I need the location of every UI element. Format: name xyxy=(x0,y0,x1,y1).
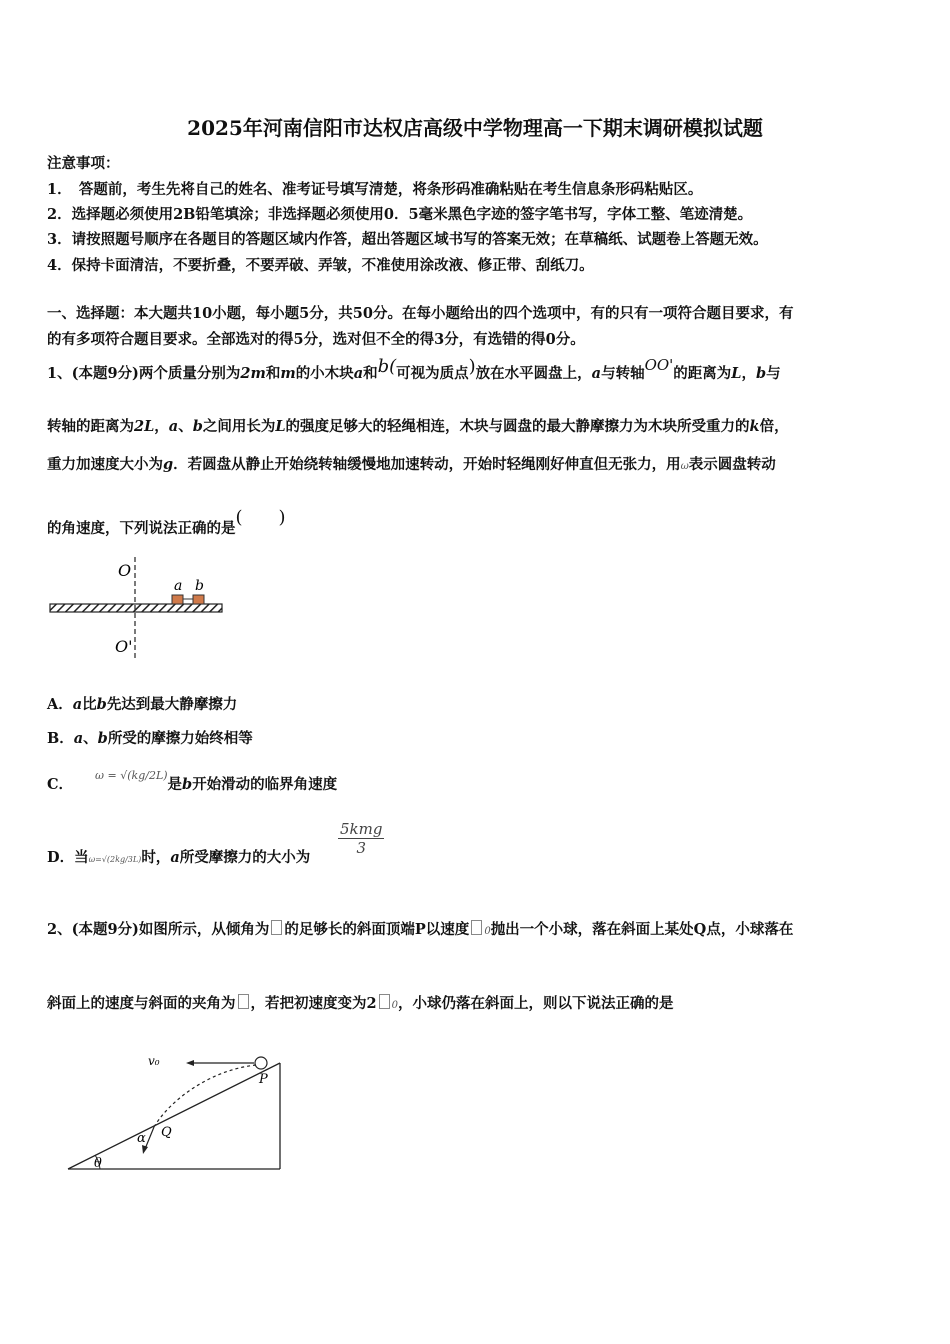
q2-figure xyxy=(60,1045,290,1175)
q1-text: 与 xyxy=(766,365,781,382)
notice-item-3: 3．请按照题号顺序在各题目的答题区域内作答，超出答题区域书写的答案无效；在草稿纸、试题卷上答题无效。 xyxy=(47,231,768,248)
fraction-numerator: 5kmg xyxy=(340,820,383,838)
q1-text: 重力加速度大小为 xyxy=(47,456,163,473)
option-var: a xyxy=(170,849,180,866)
missing-glyph-alpha xyxy=(238,994,249,1009)
notice-item-4: 4．保持卡面清洁，不要折叠，不要弄破、弄皱，不准使用涂改液、修正带、刮纸刀。 xyxy=(47,257,594,274)
q2-subscript: 0 xyxy=(391,1000,398,1011)
q2-line2 xyxy=(47,992,673,1013)
formula-c: ω = √(kg/2L) xyxy=(95,769,168,782)
q1-var: L xyxy=(731,365,742,382)
option-text: 时， xyxy=(141,849,171,866)
formula-d: ω=√(2kg/3L) xyxy=(88,855,142,864)
option-b xyxy=(47,727,253,748)
label-Q: Q xyxy=(161,1125,172,1140)
q1-text: 转轴的距离为 xyxy=(47,418,134,435)
option-text: 是 xyxy=(167,776,183,793)
q1-var: ω xyxy=(680,461,689,472)
q1-text: 和 xyxy=(265,365,281,382)
q1-text: ．若圆盘从静止开始绕转轴缓慢地加速转动，开始时轻绳刚好伸直但无张力，用 xyxy=(173,456,681,473)
q1-var: L xyxy=(275,418,286,435)
option-var: b xyxy=(182,776,193,793)
q1-var: m xyxy=(280,365,296,382)
impact-arrowhead xyxy=(142,1145,148,1154)
q1-text: 可视为质点 xyxy=(396,365,469,382)
q2-text: 抛出一个小球，落在斜面上某处Q点，小球落在 xyxy=(490,921,794,938)
option-text: 所受的摩擦力始终相等 xyxy=(107,730,253,747)
missing-glyph-theta xyxy=(271,920,282,935)
option-a xyxy=(47,693,237,714)
q1-text: 之间用长为 xyxy=(202,418,276,435)
option-var: a xyxy=(72,696,83,713)
q1-var: 2m xyxy=(240,365,266,382)
label-b: b xyxy=(195,578,204,594)
fraction-denominator: 3 xyxy=(356,839,366,857)
q1-text: 的小木块 xyxy=(295,365,354,382)
option-label: B． xyxy=(47,730,74,747)
q1-var: g xyxy=(163,456,174,473)
notice-item-1: 1． 答题前，考生先将自己的姓名、准考证号填写清楚，将条形码准确粘贴在考生信息条形码粘贴区。 xyxy=(47,181,703,198)
q2-text: 2、(本题9分)如图所示，从倾角为 xyxy=(47,921,270,938)
q1-text: 的角速度，下列说法正确的是 xyxy=(47,520,236,537)
q1-var: a xyxy=(353,365,364,382)
q2-text: 的足够长的斜面顶端P以速度 xyxy=(284,921,470,938)
q1-var: 2L xyxy=(134,418,155,435)
label-O: O xyxy=(118,561,132,580)
q1-text: 的强度足够大的轻绳相连，木块与圆盘的最大静摩擦力为木块所受重力的 xyxy=(285,418,750,435)
option-var: a xyxy=(73,730,84,747)
q2-text: 斜面上的速度与斜面的夹角为 xyxy=(47,995,236,1012)
q1-var: b xyxy=(192,418,203,435)
block-a xyxy=(172,595,183,604)
q2-text: ，若把初速度变为2 xyxy=(250,995,377,1012)
block-b xyxy=(193,595,204,604)
missing-glyph-v xyxy=(471,920,482,935)
q2-line1 xyxy=(47,918,793,939)
option-var: b xyxy=(96,696,107,713)
q1-text: 和 xyxy=(363,365,378,382)
q2-text: ，小球仍落在斜面上，则以下说法正确的是 xyxy=(397,995,674,1012)
q1-text: 表示圆盘转动 xyxy=(688,456,776,473)
q1-text: ， xyxy=(741,365,756,382)
section-intro-line1: 一、选择题：本大题共10小题，每小题5分，共50分。在每小题给出的四个选项中，有的只有一项符合题目要求，有 xyxy=(47,305,794,322)
q1-var: b( xyxy=(377,356,397,377)
ball xyxy=(255,1057,267,1069)
label-P: P xyxy=(259,1072,268,1087)
label-alpha: α xyxy=(137,1131,146,1146)
q1-line1 xyxy=(47,356,781,383)
option-text: 先达到最大静摩擦力 xyxy=(106,696,238,713)
q1-text: 倍， xyxy=(759,418,789,435)
velocity-arrowhead xyxy=(186,1060,194,1066)
q1-figure xyxy=(45,555,230,665)
q1-text: 1、(本题9分)两个质量分别为 xyxy=(47,365,241,382)
q1-text: ， xyxy=(154,418,169,435)
q1-text: 的距离为 xyxy=(673,365,732,382)
option-text: 当 xyxy=(74,849,89,866)
turntable-disk xyxy=(50,604,222,612)
q1-text: 与转轴 xyxy=(601,365,645,382)
q2-subscript: 0 xyxy=(484,926,491,937)
option-d xyxy=(47,846,310,867)
option-c xyxy=(47,769,338,794)
option-label: D． xyxy=(47,849,75,866)
q1-line2 xyxy=(47,415,789,436)
q1-line3 xyxy=(47,453,776,474)
notice-heading: 注意事项： xyxy=(47,155,120,172)
option-label: C． xyxy=(47,776,74,793)
option-text: 开始滑动的临界角速度 xyxy=(192,776,338,793)
label-O-prime: O' xyxy=(115,637,133,656)
q1-text: ) xyxy=(468,356,476,377)
q1-var: b xyxy=(756,365,767,382)
label-v0: v₀ xyxy=(148,1054,160,1068)
q1-text: 放在水平圆盘上， xyxy=(475,365,592,382)
q1-text: 、 xyxy=(178,418,193,435)
label-a: a xyxy=(174,578,183,594)
fraction-d xyxy=(338,820,384,857)
answer-paren: ( ) xyxy=(235,507,286,528)
option-text: 比 xyxy=(82,696,97,713)
option-var: b xyxy=(97,730,108,747)
incline-surface xyxy=(68,1063,280,1169)
page-title: 2025年河南信阳市达权店高级中学物理高一下期末调研模拟试题 xyxy=(187,116,763,140)
missing-glyph-v xyxy=(379,994,390,1009)
option-text: 、 xyxy=(83,730,98,747)
section-intro-line2: 的有多项符合题目要求。全部选对的得5分，选对但不全的得3分，有选错的得0分。 xyxy=(47,331,585,348)
notice-item-2: 2．选择题必须使用2B铅笔填涂；非选择题必须使用0．5毫米黑色字迹的签字笔书写，字体工整、笔迹清楚。 xyxy=(47,206,753,223)
q1-var: k xyxy=(749,418,760,435)
label-theta: θ xyxy=(94,1156,102,1171)
q1-line4 xyxy=(47,507,286,539)
q1-var: a xyxy=(591,365,602,382)
q1-var: a xyxy=(168,418,179,435)
option-text: 所受摩擦力的大小为 xyxy=(179,849,311,866)
q1-var: OO' xyxy=(644,356,674,374)
option-label: A． xyxy=(47,696,73,713)
